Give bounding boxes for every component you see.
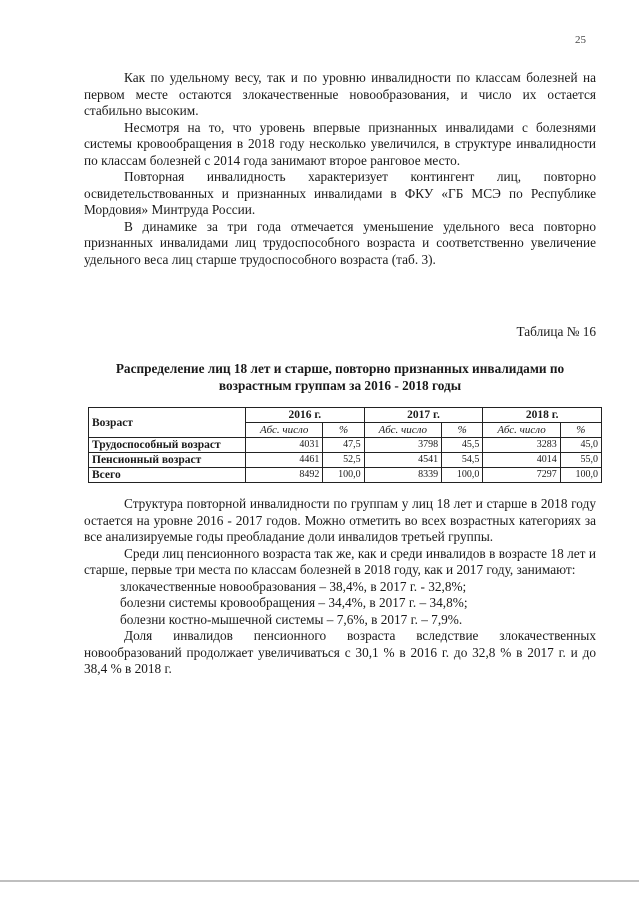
paragraph: Доля инвалидов пенсионного возраста вследствие злокачественных новообразований продолжает увеличиваться с 30,1 % в 2016 г. до 32,8 % в 2017 г. и до 38,4 % в 2018 г. xyxy=(84,628,596,676)
cell-pct-2016: 52,5 xyxy=(323,453,364,468)
cell-abs-2016: 8492 xyxy=(246,468,323,483)
paragraph: Несмотря на то, что уровень впервые признанных инвалидами с болезнями системы кровообращения в 2018 году несколько увеличился, в структуре инвалидности по классам болезней с 2014 года занимают второе ранговое место. xyxy=(84,119,596,168)
cell-abs-2017: 3798 xyxy=(364,438,441,453)
analysis-text-block xyxy=(84,496,596,678)
paragraph: В динамике за три года отмечается уменьшение удельного веса повторно признанных инвалидами лиц трудоспособного возраста и соответственно увеличение удельного веса лиц старше трудоспособного возраста (таб. 3). xyxy=(84,218,596,267)
cell-abs-2018: 3283 xyxy=(483,438,560,453)
year-header-2016: 2016 г. xyxy=(246,408,365,423)
year-header-2017: 2017 г. xyxy=(364,408,483,423)
cell-abs-2017: 8339 xyxy=(364,468,441,483)
cell-abs-2018: 7297 xyxy=(483,468,560,483)
cell-pct-2018: 55,0 xyxy=(560,453,601,468)
year-header-2018: 2018 г. xyxy=(483,408,602,423)
table-row xyxy=(89,438,602,453)
table-title: Распределение лиц 18 лет и старше, повторно признанных инвалидами по возрастным группам за 2016 - 2018 годы xyxy=(115,361,565,393)
cell-pct-2017: 100,0 xyxy=(442,468,483,483)
row-label: Трудоспособный возраст xyxy=(89,438,246,453)
cell-pct-2016: 47,5 xyxy=(323,438,364,453)
intro-text-block xyxy=(84,70,596,268)
paragraph: Среди лиц пенсионного возраста так же, как и среди инвалидов в возрасте 18 лет и старше, первые три места по классам болезней в 2018 году, как и 2017 году, занимают: xyxy=(84,545,596,577)
cell-pct-2017: 45,5 xyxy=(442,438,483,453)
paragraph: Структура повторной инвалидности по группам у лиц 18 лет и старше в 2018 году остается на уровне 2016 - 2017 годов. Можно отметить во всех возрастных категориях за все анализируемые годы преобладание доли инвалидов третьей группы. xyxy=(84,496,596,544)
list-item: злокачественные новообразования – 38,4%, в 2017 г. - 32,8%; xyxy=(120,578,467,594)
page-bottom-edge xyxy=(0,880,639,882)
abs-subheader: Абс. число xyxy=(483,423,560,438)
cell-abs-2016: 4031 xyxy=(246,438,323,453)
cell-abs-2017: 4541 xyxy=(364,453,441,468)
cell-pct-2018: 45,0 xyxy=(560,438,601,453)
pct-subheader: % xyxy=(560,423,601,438)
age-header: Возраст xyxy=(89,408,246,438)
cell-pct-2018: 100,0 xyxy=(560,468,601,483)
cell-abs-2016: 4461 xyxy=(246,453,323,468)
abs-subheader: Абс. число xyxy=(246,423,323,438)
list-item: болезни костно-мышечной системы – 7,6%, в 2017 г. – 7,9%. xyxy=(120,611,463,627)
table-caption: Таблица № 16 xyxy=(516,324,596,339)
page-number: 25 xyxy=(575,34,586,46)
paragraph: Как по удельному весу, так и по уровню инвалидности по классам болезней на первом месте остаются злокачественные новообразования, и число их остается стабильно высоким. xyxy=(84,70,596,118)
cell-abs-2018: 4014 xyxy=(483,453,560,468)
disability-age-table xyxy=(88,407,602,483)
pct-subheader: % xyxy=(323,423,364,438)
paragraph: Повторная инвалидность характеризует контингент лиц, повторно освидетельствованных и признанных инвалидами в ФКУ «ГБ МСЭ по Республике Мордовия» Минтруда России. xyxy=(84,169,596,217)
abs-subheader: Абс. число xyxy=(364,423,441,438)
row-label: Всего xyxy=(89,468,246,483)
table-header-row xyxy=(89,408,602,423)
cell-pct-2017: 54,5 xyxy=(442,453,483,468)
row-label: Пенсионный возраст xyxy=(89,453,246,468)
table-row xyxy=(89,468,602,483)
cell-pct-2016: 100,0 xyxy=(323,468,364,483)
table-row xyxy=(89,453,602,468)
pct-subheader: % xyxy=(442,423,483,438)
list-item: болезни системы кровообращения – 34,4%, в 2017 г. – 34,8%; xyxy=(120,595,468,610)
